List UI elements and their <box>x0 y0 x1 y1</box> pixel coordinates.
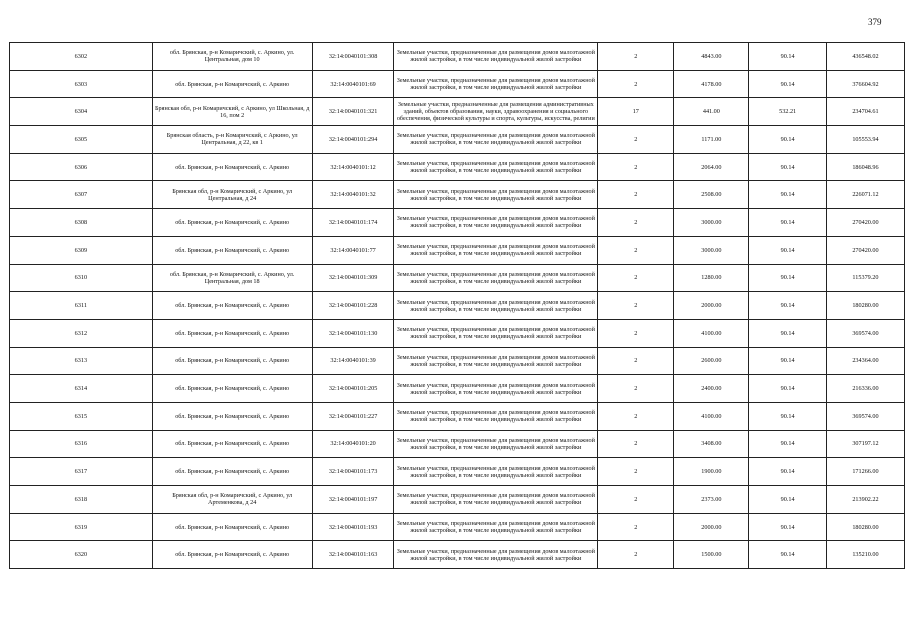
table-row <box>10 458 905 486</box>
area-cell: 2000.00 <box>674 513 749 541</box>
address-cell: обл. Брянская, р-н Комаричский, с. Аркино <box>152 458 312 486</box>
cadastral-number-cell: 32:14:0040101:12 <box>312 153 394 181</box>
group-code-cell: 2 <box>598 319 674 347</box>
cadastral-value-cell: 226071.12 <box>826 181 904 209</box>
row-number: 6309 <box>10 236 153 264</box>
row-number: 6305 <box>10 126 153 154</box>
row-number: 6315 <box>10 402 153 430</box>
specific-value-cell: 90.14 <box>749 347 827 375</box>
address-cell: обл. Брянская, р-н Комаричский, с. Аркино <box>152 153 312 181</box>
row-number: 6316 <box>10 430 153 458</box>
land-use-cell: Земельные участки, предназначенные для размещения домов малоэтажной жилой застройки, в том числе индивидуальной жилой застройки <box>394 486 598 514</box>
area-cell: 1171.00 <box>674 126 749 154</box>
group-code-cell: 2 <box>598 402 674 430</box>
cadastral-value-table <box>9 42 905 569</box>
group-code-cell: 2 <box>598 264 674 292</box>
row-number: 6310 <box>10 264 153 292</box>
row-number: 6307 <box>10 181 153 209</box>
specific-value-cell: 90.14 <box>749 375 827 403</box>
cadastral-value-cell: 270420.00 <box>826 209 904 237</box>
table-row <box>10 98 905 126</box>
cadastral-value-cell: 171266.00 <box>826 458 904 486</box>
address-cell: обл. Брянская, р-н Комаричский, с. Аркино, ул. Центральная, дом 10 <box>152 43 312 71</box>
specific-value-cell: 90.14 <box>749 264 827 292</box>
land-use-cell: Земельные участки, предназначенные для размещения домов малоэтажной жилой застройки, в том числе индивидуальной жилой застройки <box>394 264 598 292</box>
group-code-cell: 2 <box>598 347 674 375</box>
table-row <box>10 70 905 98</box>
land-use-cell: Земельные участки, предназначенные для размещения домов малоэтажной жилой застройки, в том числе индивидуальной жилой застройки <box>394 70 598 98</box>
area-cell: 3000.00 <box>674 209 749 237</box>
specific-value-cell: 90.14 <box>749 513 827 541</box>
group-code-cell: 17 <box>598 98 674 126</box>
row-number: 6303 <box>10 70 153 98</box>
area-cell: 441.00 <box>674 98 749 126</box>
group-code-cell: 2 <box>598 513 674 541</box>
cadastral-number-cell: 32:14:0040101:205 <box>312 375 394 403</box>
cadastral-number-cell: 32:14:0040101:173 <box>312 458 394 486</box>
table-row <box>10 541 905 569</box>
specific-value-cell: 90.14 <box>749 458 827 486</box>
group-code-cell: 2 <box>598 181 674 209</box>
land-use-cell: Земельные участки, предназначенные для размещения домов малоэтажной жилой застройки, в том числе индивидуальной жилой застройки <box>394 153 598 181</box>
table-row <box>10 430 905 458</box>
land-use-cell: Земельные участки, предназначенные для размещения домов малоэтажной жилой застройки, в том числе индивидуальной жилой застройки <box>394 430 598 458</box>
row-number: 6311 <box>10 292 153 320</box>
table-row <box>10 486 905 514</box>
cadastral-value-cell: 369574.00 <box>826 402 904 430</box>
table-row <box>10 347 905 375</box>
specific-value-cell: 90.14 <box>749 126 827 154</box>
cadastral-value-cell: 213902.22 <box>826 486 904 514</box>
cadastral-value-cell: 234704.61 <box>826 98 904 126</box>
land-use-cell: Земельные участки, предназначенные для размещения домов малоэтажной жилой застройки, в том числе индивидуальной жилой застройки <box>394 513 598 541</box>
area-cell: 1500.00 <box>674 541 749 569</box>
area-cell: 2508.00 <box>674 181 749 209</box>
area-cell: 2373.00 <box>674 486 749 514</box>
cadastral-value-cell: 436548.02 <box>826 43 904 71</box>
cadastral-value-cell: 216336.00 <box>826 375 904 403</box>
area-cell: 4100.00 <box>674 402 749 430</box>
land-use-cell: Земельные участки, предназначенные для размещения домов малоэтажной жилой застройки, в том числе индивидуальной жилой застройки <box>394 402 598 430</box>
table-row <box>10 264 905 292</box>
area-cell: 4100.00 <box>674 319 749 347</box>
area-cell: 3408.00 <box>674 430 749 458</box>
group-code-cell: 2 <box>598 43 674 71</box>
land-use-cell: Земельные участки, предназначенные для размещения домов малоэтажной жилой застройки, в том числе индивидуальной жилой застройки <box>394 43 598 71</box>
specific-value-cell: 90.14 <box>749 236 827 264</box>
area-cell: 3000.00 <box>674 236 749 264</box>
land-use-cell: Земельные участки, предназначенные для размещения домов малоэтажной жилой застройки, в том числе индивидуальной жилой застройки <box>394 319 598 347</box>
specific-value-cell: 90.14 <box>749 292 827 320</box>
cadastral-number-cell: 32:14:0040101:193 <box>312 513 394 541</box>
address-cell: обл. Брянская, р-н Комаричский, с. Аркино <box>152 375 312 403</box>
table-row <box>10 126 905 154</box>
cadastral-value-cell: 115379.20 <box>826 264 904 292</box>
address-cell: обл. Брянская, р-н Комаричский, с. Аркино <box>152 70 312 98</box>
area-cell: 4178.00 <box>674 70 749 98</box>
cadastral-number-cell: 32:14:0040101:130 <box>312 319 394 347</box>
table-row <box>10 375 905 403</box>
specific-value-cell: 90.14 <box>749 209 827 237</box>
cadastral-value-cell: 369574.00 <box>826 319 904 347</box>
land-use-cell: Земельные участки, предназначенные для размещения домов малоэтажной жилой застройки, в том числе индивидуальной жилой застройки <box>394 292 598 320</box>
cadastral-number-cell: 32:14:0040101:309 <box>312 264 394 292</box>
land-use-cell: Земельные участки, предназначенные для размещения домов малоэтажной жилой застройки, в том числе индивидуальной жилой застройки <box>394 347 598 375</box>
cadastral-number-cell: 32:14:0040101:69 <box>312 70 394 98</box>
address-cell: обл. Брянская, р-н Комаричский, с. Аркино <box>152 236 312 264</box>
land-use-cell: Земельные участки, предназначенные для размещения домов малоэтажной жилой застройки, в том числе индивидуальной жилой застройки <box>394 181 598 209</box>
table-row <box>10 292 905 320</box>
table-row <box>10 236 905 264</box>
group-code-cell: 2 <box>598 236 674 264</box>
page-number: 379 <box>868 17 882 27</box>
table-row <box>10 153 905 181</box>
area-cell: 1900.00 <box>674 458 749 486</box>
specific-value-cell: 90.14 <box>749 70 827 98</box>
row-number: 6320 <box>10 541 153 569</box>
land-use-cell: Земельные участки, предназначенные для размещения домов малоэтажной жилой застройки, в том числе индивидуальной жилой застройки <box>394 541 598 569</box>
address-cell: обл. Брянская, р-н Комаричский, с. Аркино <box>152 319 312 347</box>
cadastral-number-cell: 32:14:0040101:163 <box>312 541 394 569</box>
cadastral-number-cell: 32:14:0040101:20 <box>312 430 394 458</box>
area-cell: 2064.00 <box>674 153 749 181</box>
address-cell: Брянская обл, р-н Комаричский, с Аркино, ул Артеменкова, д 24 <box>152 486 312 514</box>
cadastral-value-cell: 376604.92 <box>826 70 904 98</box>
row-number: 6313 <box>10 347 153 375</box>
row-number: 6317 <box>10 458 153 486</box>
table-row <box>10 402 905 430</box>
address-cell: обл. Брянская, р-н Комаричский, с. Аркино <box>152 292 312 320</box>
address-cell: Брянская обл, р-н Комаричский, с Аркино, ул Школьная, д 16, пом 2 <box>152 98 312 126</box>
address-cell: Брянская обл, р-н Комаричский, с Аркино, ул Центральная, д 24 <box>152 181 312 209</box>
cadastral-number-cell: 32:14:0040101:197 <box>312 486 394 514</box>
cadastral-number-cell: 32:14:0040101:294 <box>312 126 394 154</box>
row-number: 6314 <box>10 375 153 403</box>
row-number: 6304 <box>10 98 153 126</box>
specific-value-cell: 90.14 <box>749 43 827 71</box>
cadastral-number-cell: 32:14:0040101:32 <box>312 181 394 209</box>
group-code-cell: 2 <box>598 375 674 403</box>
address-cell: обл. Брянская, р-н Комаричский, с. Аркино <box>152 513 312 541</box>
land-use-cell: Земельные участки, предназначенные для размещения домов малоэтажной жилой застройки, в том числе индивидуальной жилой застройки <box>394 236 598 264</box>
cadastral-value-cell: 105553.94 <box>826 126 904 154</box>
cadastral-number-cell: 32:14:0040101:39 <box>312 347 394 375</box>
specific-value-cell: 532.21 <box>749 98 827 126</box>
specific-value-cell: 90.14 <box>749 153 827 181</box>
cadastral-value-cell: 234364.00 <box>826 347 904 375</box>
row-number: 6312 <box>10 319 153 347</box>
table-row <box>10 209 905 237</box>
address-cell: обл. Брянская, р-н Комаричский, с. Аркино <box>152 209 312 237</box>
table-row <box>10 319 905 347</box>
land-use-cell: Земельные участки, предназначенные для размещения домов малоэтажной жилой застройки, в том числе индивидуальной жилой застройки <box>394 458 598 486</box>
address-cell: Брянская область, р-н Комаричский, с Аркино, ул Центральная, д 22, кв 1 <box>152 126 312 154</box>
specific-value-cell: 90.14 <box>749 430 827 458</box>
group-code-cell: 2 <box>598 126 674 154</box>
cadastral-number-cell: 32:14:0040101:77 <box>312 236 394 264</box>
cadastral-number-cell: 32:14:0040101:228 <box>312 292 394 320</box>
address-cell: обл. Брянская, р-н Комаричский, с. Аркино <box>152 347 312 375</box>
group-code-cell: 2 <box>598 458 674 486</box>
land-use-cell: Земельные участки, предназначенные для размещения административных зданий, объектов образования, науки, здравоохранения и социального обеспечения, физической культуры и спорта, культуры, искусства, религии <box>394 98 598 126</box>
cadastral-number-cell: 32:14:0040101:321 <box>312 98 394 126</box>
address-cell: обл. Брянская, р-н Комаричский, с. Аркино <box>152 402 312 430</box>
specific-value-cell: 90.14 <box>749 486 827 514</box>
cadastral-value-cell: 180280.00 <box>826 292 904 320</box>
group-code-cell: 2 <box>598 153 674 181</box>
area-cell: 2000.00 <box>674 292 749 320</box>
group-code-cell: 2 <box>598 541 674 569</box>
specific-value-cell: 90.14 <box>749 541 827 569</box>
row-number: 6318 <box>10 486 153 514</box>
row-number: 6308 <box>10 209 153 237</box>
area-cell: 4843.00 <box>674 43 749 71</box>
specific-value-cell: 90.14 <box>749 319 827 347</box>
specific-value-cell: 90.14 <box>749 402 827 430</box>
table-row <box>10 513 905 541</box>
cadastral-number-cell: 32:14:0040101:308 <box>312 43 394 71</box>
address-cell: обл. Брянская, р-н Комаричский, с. Аркино <box>152 541 312 569</box>
cadastral-value-cell: 270420.00 <box>826 236 904 264</box>
area-cell: 1280.00 <box>674 264 749 292</box>
row-number: 6306 <box>10 153 153 181</box>
group-code-cell: 2 <box>598 430 674 458</box>
area-cell: 2600.00 <box>674 347 749 375</box>
cadastral-value-cell: 307197.12 <box>826 430 904 458</box>
specific-value-cell: 90.14 <box>749 181 827 209</box>
row-number: 6319 <box>10 513 153 541</box>
table-row <box>10 181 905 209</box>
group-code-cell: 2 <box>598 70 674 98</box>
cadastral-value-cell: 186048.96 <box>826 153 904 181</box>
group-code-cell: 2 <box>598 209 674 237</box>
cadastral-value-cell: 180280.00 <box>826 513 904 541</box>
address-cell: обл. Брянская, р-н Комаричский, с. Аркино, ул. Центральная, дом 18 <box>152 264 312 292</box>
group-code-cell: 2 <box>598 292 674 320</box>
group-code-cell: 2 <box>598 486 674 514</box>
cadastral-number-cell: 32:14:0040101:227 <box>312 402 394 430</box>
area-cell: 2400.00 <box>674 375 749 403</box>
row-number: 6302 <box>10 43 153 71</box>
land-use-cell: Земельные участки, предназначенные для размещения домов малоэтажной жилой застройки, в том числе индивидуальной жилой застройки <box>394 209 598 237</box>
land-use-cell: Земельные участки, предназначенные для размещения домов малоэтажной жилой застройки, в том числе индивидуальной жилой застройки <box>394 126 598 154</box>
address-cell: обл. Брянская, р-н Комаричский, с. Аркино <box>152 430 312 458</box>
cadastral-number-cell: 32:14:0040101:174 <box>312 209 394 237</box>
cadastral-value-cell: 135210.00 <box>826 541 904 569</box>
table-row <box>10 43 905 71</box>
land-use-cell: Земельные участки, предназначенные для размещения домов малоэтажной жилой застройки, в том числе индивидуальной жилой застройки <box>394 375 598 403</box>
